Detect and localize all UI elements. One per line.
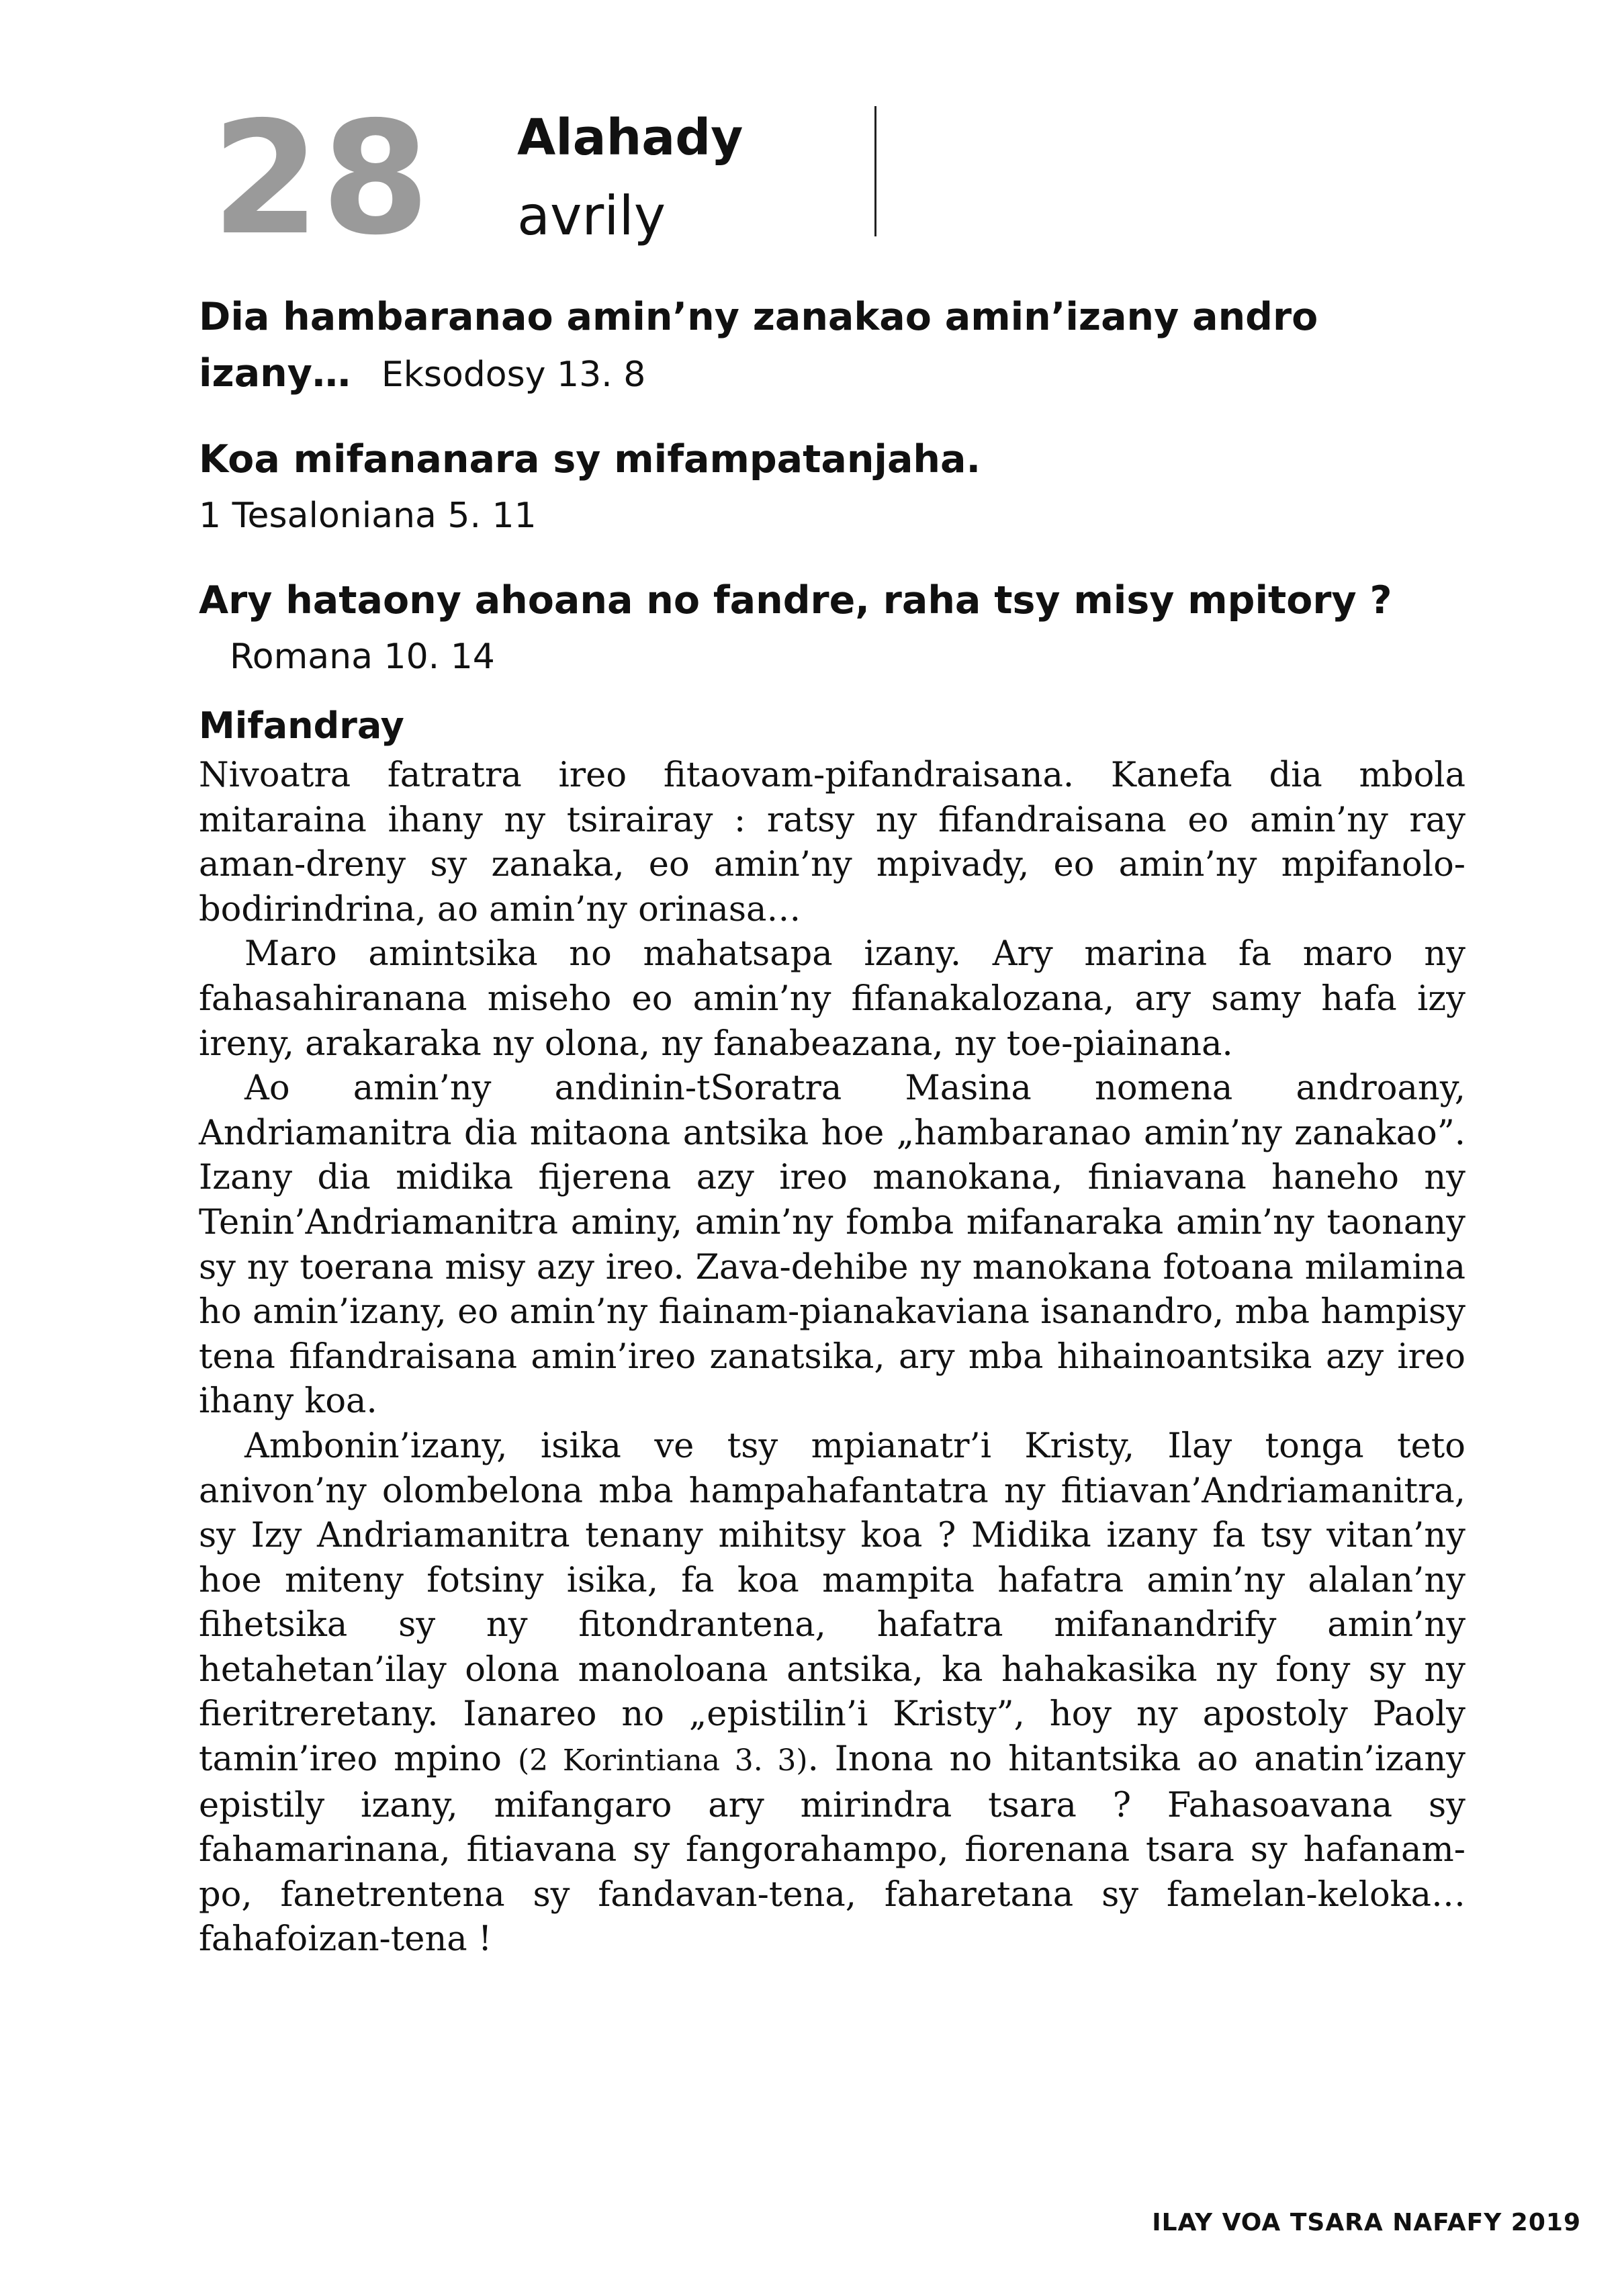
body-paragraph — [199, 1424, 1465, 1962]
scripture-reference: (2 Korintiana 3. 3) — [517, 1743, 808, 1778]
body-text-segment: . Inona no hitantsika ao anatin’izany epistily izany, mifangaro ary mirindra tsara ? Fahasoavana sy fahamarinana, fitiavana sy fangorahampo, fiorenana tsara sy hafanam-po, fanetrentena sy fandavan-tena, faharetana sy famelan-keloka… fahafoizan-tena ! — [199, 1739, 1465, 1960]
verse-text: Ary hataony ahoana no fandre, raha tsy misy mpitory ? — [199, 578, 1392, 623]
day-number: 28 — [212, 88, 431, 269]
section-title: Mifandray — [199, 704, 404, 747]
month-label: avrily — [517, 185, 666, 247]
verse-2 — [199, 431, 1468, 544]
header-divider — [874, 106, 876, 236]
verse-reference: Eksodosy 13. 8 — [381, 355, 646, 395]
body-text — [199, 754, 1465, 1962]
body-paragraph: Nivoatra fatratra ireo fitaovam-pifandraisana. Kanefa dia mbola mitaraina ihany ny tsirairay : ratsy ny fifandraisana eo amin’ny ray aman-dreny sy zanaka, eo amin’ny mpivady, eo amin’ny mpifanolo-bodirindrina, ao amin’ny orinasa… — [199, 756, 1465, 929]
verse-3 — [199, 572, 1468, 685]
verse-text: Dia hambaranao amin’ny zanakao amin’izany andro izany… — [199, 295, 1318, 396]
body-paragraph: Maro amintsika no mahatsapa izany. Ary marina fa maro ny fahasahiranana miseho eo amin’ny fifanakalozana, ary samy hafa izy ireny, arakaraka ny olona, ny fanabeazana, ny toe-piainana. — [199, 934, 1465, 1064]
weekday-label: Alahady — [517, 109, 743, 167]
body-text-segment: Ambonin’izany, isika ve tsy mpianatr’i Kristy, Ilay tonga teto anivon’ny olombelona mba hampahafantatra ny fitiavan’Andriamanitra, sy Izy Andriamanitra tenany mihitsy koa ? Midika izany fa tsy vitan’ny hoe miteny fotsiny isika, fa koa mampita hafatra amin’ny alalan’ny fihetsika sy ny fitondrantena, hafatra mifanandrify amin’ny hetahetan’ilay olona manoloana antsika, ka hahakasika ny fony sy ny fieritreretany. Ianareo no „epistilin’i Kristy”, hoy ny apostoly Paoly tamin’ireo mpino — [199, 1426, 1465, 1780]
verse-reference: Romana 10. 14 — [230, 637, 495, 677]
body-paragraph: Ao amin’ny andinin-tSoratra Masina nomena androany, Andriamanitra dia mitaona antsika hoe „hambaranao amin’ny zanakao”. Izany dia midika fijerena azy ireo manokana, finiavana haneho ny Tenin’Andriamanitra aminy, amin’ny fomba mifanaraka amin’ny taonany sy ny toerana misy azy ireo. Zava-dehibe ny manokana fotoana milamina ho amin’izany, eo amin’ny fiainam-pianakaviana isanandro, mba hampisy tena fifandraisana amin’ireo zanatsika, ary mba hihainoantsika azy ireo ihany koa. — [199, 1068, 1465, 1422]
verse-reference: 1 Tesaloniana 5. 11 — [199, 496, 537, 536]
footer-publication: ILAY VOA TSARA NAFAFY 2019 — [1152, 2209, 1581, 2236]
verse-text: Koa mifananara sy mifampatanjaha. — [199, 437, 981, 482]
verses-block — [199, 289, 1468, 713]
verse-1 — [199, 289, 1468, 403]
